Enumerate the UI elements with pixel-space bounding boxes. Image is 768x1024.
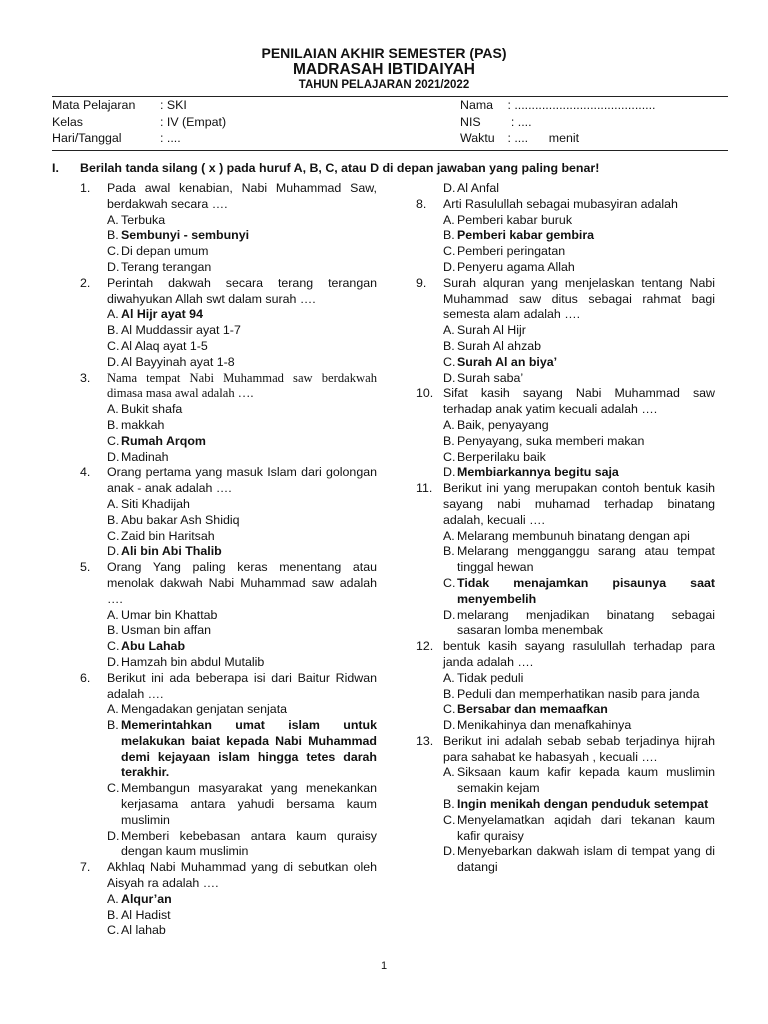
question-number: 12. [416, 639, 434, 654]
info-value: : SKI [160, 98, 187, 112]
option-text: Rumah Arqom [121, 433, 206, 448]
option-letter: C. [443, 702, 456, 717]
option-text: Terbuka [121, 212, 166, 227]
option-letter: C. [107, 338, 120, 353]
answer-option [80, 923, 377, 939]
option-letter: B. [107, 718, 119, 733]
option-text: Menyelamatkan aqidah dari tekanan kaum kafir quraisy [457, 812, 715, 843]
answer-option [416, 355, 715, 371]
option-text: Alqur’an [121, 891, 172, 906]
question-number: 3. [80, 370, 91, 385]
option-text: Zaid bin Haritsah [121, 528, 215, 543]
question-text: Pada awal kenabian, Nabi Muhammad Saw, berdakwah secara …. [107, 181, 377, 211]
option-letter: D. [443, 465, 456, 480]
answer-option [416, 339, 715, 355]
info-row-name [460, 97, 655, 114]
question-number: 1. [80, 181, 91, 195]
answer-option [416, 576, 715, 608]
answer-option [80, 908, 377, 924]
option-text: Usman bin affan [121, 623, 212, 638]
answer-option [416, 765, 715, 797]
option-text: Terang terangan [121, 259, 212, 274]
option-text: Surah Al Hijr [457, 323, 526, 338]
question-text: Berikut ini ada beberapa isi dari Baitur Ridwan adalah …. [107, 670, 377, 701]
question-number: 9. [416, 275, 427, 290]
option-letter: B. [107, 228, 119, 243]
option-letter: A. [443, 670, 455, 685]
option-letter: C. [443, 354, 456, 369]
answer-option [80, 228, 377, 244]
option-letter: B. [107, 512, 119, 527]
answer-option [80, 544, 377, 560]
option-letter: D. [443, 259, 456, 274]
option-letter: A. [107, 307, 119, 322]
option-text: Surah saba’ [457, 370, 524, 385]
option-text: Abu Lahab [121, 639, 186, 654]
option-letter: C. [107, 781, 120, 796]
answer-option [80, 213, 377, 229]
info-label: NIS [460, 114, 481, 129]
answer-option [80, 829, 377, 861]
question-number: 7. [80, 860, 91, 875]
answer-option [80, 339, 377, 355]
answer-option [416, 797, 715, 813]
question-text: Orang pertama yang masuk Islam dari golongan anak - anak adalah …. [107, 465, 377, 496]
option-letter: B. [443, 228, 455, 243]
answer-option [416, 671, 715, 687]
option-letter: B. [443, 797, 455, 812]
option-text: Menikahinya dan menafkahinya [457, 718, 632, 733]
info-value: : .... [160, 131, 181, 145]
question-number: 4. [80, 465, 91, 480]
option-letter: C. [107, 639, 120, 654]
option-text: Hamzah bin abdul Mutalib [121, 654, 265, 669]
option-letter: B. [443, 544, 455, 559]
option-text: Ingin menikah dengan penduduk setempat [457, 797, 709, 812]
answer-option [416, 718, 715, 734]
option-letter: C. [443, 812, 456, 827]
option-text: Siksaan kaum kafir kepada kaum muslimin semakin kejam [457, 765, 715, 796]
answer-option [80, 307, 377, 323]
option-letter: D. [443, 607, 456, 622]
question-item [80, 276, 377, 308]
answer-option [80, 497, 377, 513]
option-letter: B. [443, 433, 455, 448]
option-text: Membiarkannya begitu saja [457, 465, 619, 480]
answer-option [80, 781, 377, 828]
answer-option [416, 687, 715, 703]
option-text: Al lahab [121, 923, 166, 938]
instruction-text: Berilah tanda silang ( x ) pada huruf A, B, C, atau D di depan jawaban yang paling benar! [80, 161, 600, 175]
option-text: Surah Al ahzab [457, 338, 542, 353]
option-letter: A. [443, 323, 455, 338]
answer-option [80, 434, 377, 450]
question-number: 11. [416, 481, 433, 496]
question-number: 13. [416, 733, 434, 748]
option-text: Melarang membunuh binatang dengan api [457, 528, 690, 543]
option-text: Al Bayyinah ayat 1-8 [121, 354, 235, 369]
answer-option [416, 371, 715, 387]
info-divider [52, 150, 728, 151]
option-text: Bukit shafa [121, 402, 183, 417]
info-value: : .... [504, 114, 532, 129]
info-label: Hari/Tanggal [52, 131, 122, 145]
answer-option [416, 544, 715, 576]
question-text: Akhlaq Nabi Muhammad yang di sebutkan oleh Aisyah ra adalah …. [107, 860, 377, 891]
option-text: Memerintahkan umat islam untuk melakukan baiat kepada Nabi Muhammad demi kejayaan islam hingga tetes darah terakhir. [121, 718, 377, 780]
option-text: Berperilaku baik [457, 449, 546, 464]
answer-option [416, 213, 715, 229]
option-text: Siti Khadijah [121, 496, 190, 511]
answer-option [80, 402, 377, 418]
answer-option [80, 260, 377, 276]
answer-option [416, 813, 715, 845]
option-letter: A. [443, 212, 455, 227]
question-number: 6. [80, 670, 91, 685]
question-item [80, 371, 377, 403]
option-text: Penyeru agama Allah [457, 259, 575, 274]
option-text: Tidak peduli [457, 670, 524, 685]
option-text: Melarang mengganggu sarang atau tempat tinggal hewan [457, 544, 715, 575]
option-letter: D. [107, 449, 120, 464]
option-text: Al Hadist [121, 907, 171, 922]
option-letter: C. [443, 244, 456, 259]
option-letter: A. [443, 528, 455, 543]
answer-option [80, 639, 377, 655]
answer-option [416, 418, 715, 434]
option-letter: B. [107, 417, 119, 432]
option-letter: A. [443, 417, 455, 432]
option-text: Memberi kebebasan antara kaum quraisy dengan kaum muslimin [121, 828, 377, 859]
question-text: Orang Yang paling keras menentang atau menolak dakwah Nabi Muhammad saw adalah …. [107, 560, 377, 606]
option-letter: D. [107, 828, 120, 843]
question-item [80, 465, 377, 497]
question-number: 10. [416, 386, 434, 401]
option-text: Pemberi kabar buruk [457, 212, 573, 227]
section-instruction [52, 161, 732, 177]
question-item [416, 386, 715, 418]
answer-option [80, 529, 377, 545]
question-text: Arti Rasulullah sebagai mubasyiran adalah [443, 196, 678, 211]
answer-option [80, 513, 377, 529]
option-text: Baik, penyayang [457, 417, 549, 432]
question-item [416, 734, 715, 766]
option-letter: A. [107, 607, 119, 622]
answer-option [416, 244, 715, 260]
question-text: Perintah dakwah secara terang terangan diwahyukan Allah swt dalam surah …. [107, 275, 377, 306]
answer-option [416, 450, 715, 466]
info-value: : IV (Empat) [160, 114, 227, 129]
option-text: Al Hijr ayat 94 [121, 307, 203, 322]
option-letter: D. [107, 654, 120, 669]
info-label: Mata Pelajaran [52, 98, 136, 112]
info-row-time [460, 130, 655, 147]
answer-option [80, 892, 377, 908]
option-text: Membangun masyarakat yang menekankan kerjasama antara yahudi bersama kaum muslimin [121, 781, 377, 827]
option-letter: C. [107, 528, 120, 543]
info-value: : .... menit [504, 131, 580, 145]
info-label: Kelas [52, 114, 83, 129]
option-text: makkah [121, 417, 165, 432]
answer-option [80, 718, 377, 781]
option-text: Al Anfal [457, 181, 500, 195]
info-value: : ......................................... [504, 98, 656, 112]
option-letter: A. [107, 402, 119, 417]
option-letter: B. [107, 623, 119, 638]
answer-option [80, 418, 377, 434]
info-label: Nama [460, 98, 494, 112]
answer-option [80, 355, 377, 371]
option-letter: B. [443, 686, 455, 701]
option-letter: B. [443, 338, 455, 353]
option-text: Ali bin Abi Thalib [121, 544, 222, 559]
exam-header [0, 45, 768, 92]
answer-option [416, 608, 715, 640]
answer-option [416, 181, 715, 197]
option-letter: B. [107, 323, 119, 338]
question-item [416, 276, 715, 323]
answer-option [416, 323, 715, 339]
question-item [416, 481, 715, 528]
option-letter: A. [443, 765, 455, 780]
option-letter: D. [443, 181, 456, 195]
option-text: Pemberi peringatan [457, 244, 566, 259]
question-text: Berikut ini yang merupakan contoh bentuk kasih sayang nabi muhamad terhadap binatang adalah, kecuali …. [443, 481, 715, 527]
answer-option [80, 702, 377, 718]
question-number: 5. [80, 560, 91, 575]
question-item [80, 860, 377, 892]
option-letter: D. [443, 718, 456, 733]
questions-right-column [416, 181, 715, 876]
option-text: Di depan umum [121, 244, 209, 259]
option-letter: D. [107, 259, 120, 274]
option-letter: B. [107, 907, 119, 922]
student-info-right [460, 97, 655, 147]
answer-option [80, 655, 377, 671]
option-letter: C. [443, 449, 456, 464]
info-row-subject [52, 97, 226, 114]
option-text: Madinah [121, 449, 169, 464]
question-number: 2. [80, 275, 91, 290]
option-text: Umar bin Khattab [121, 607, 218, 622]
answer-option [416, 434, 715, 450]
answer-option [80, 623, 377, 639]
school-name: MADRASAH IBTIDAIYAH [293, 61, 475, 78]
answer-option [416, 260, 715, 276]
question-item [80, 671, 377, 703]
option-text: Tidak menajamkan pisaunya saat menyembelih [457, 575, 715, 606]
option-text: Pemberi kabar gembira [457, 228, 595, 243]
answer-option [416, 529, 715, 545]
question-item [416, 639, 715, 671]
option-text: Bersabar dan memaafkan [457, 702, 608, 717]
option-letter: D. [107, 354, 120, 369]
question-text: Sifat kasih sayang Nabi Muhammad saw terhadap anak yatim kecuali adalah …. [443, 386, 715, 417]
option-letter: A. [107, 496, 119, 511]
option-text: Peduli dan memperhatikan nasib para janda [457, 686, 700, 701]
academic-year: TAHUN PELAJARAN 2021/2022 [298, 79, 470, 91]
question-item [80, 560, 377, 607]
info-label: Waktu [460, 131, 495, 145]
option-letter: D. [443, 844, 456, 859]
option-letter: A. [107, 891, 119, 906]
option-text: Sembunyi - sembunyi [121, 228, 250, 243]
option-text: Surah Al an biya’ [457, 354, 558, 369]
option-letter: C. [107, 244, 120, 259]
option-text: Penyayang, suka memberi makan [457, 433, 645, 448]
answer-option [416, 465, 715, 481]
question-text: Nama tempat Nabi Muhammad saw berdakwah dimasa masa awal adalah …. [107, 370, 377, 401]
question-text: Berikut ini adalah sebab sebab terjadinya hijrah para sahabat ke habasyah , kecuali …. [443, 733, 715, 764]
answer-option [416, 702, 715, 718]
option-letter: D. [107, 544, 120, 559]
answer-option [416, 844, 715, 876]
answer-option [80, 450, 377, 466]
answer-option [80, 244, 377, 260]
section-number: I. [52, 161, 59, 175]
info-row-nis [460, 114, 655, 131]
option-letter: A. [107, 702, 119, 717]
question-number: 8. [416, 196, 427, 211]
option-text: Al Alaq ayat 1-5 [121, 338, 208, 353]
option-letter: C. [107, 433, 120, 448]
question-item [416, 197, 715, 213]
option-letter: C. [107, 923, 120, 938]
student-info-left [52, 97, 226, 147]
option-text: Menyebarkan dakwah islam di tempat yang di datangi [457, 844, 715, 875]
answer-option [80, 323, 377, 339]
exam-title: PENILAIAN AKHIR SEMESTER (PAS) [261, 45, 507, 61]
question-text: Surah alquran yang menjelaskan tentang Nabi Muhammad saw ditus sebagai rahmat bagi semesta alam adalah …. [443, 275, 715, 322]
option-letter: D. [443, 370, 456, 385]
info-row-class [52, 114, 226, 131]
page-number: 1 [380, 960, 388, 972]
questions-left-column [80, 181, 377, 939]
info-row-date [52, 130, 226, 147]
answer-option [80, 608, 377, 624]
option-text: Abu bakar Ash Shidiq [121, 512, 240, 527]
option-text: Mengadakan genjatan senjata [121, 702, 288, 717]
option-text: melarang menjadikan binatang sebagai sasaran lomba menembak [457, 607, 715, 638]
option-text: Al Muddassir ayat 1-7 [121, 323, 241, 338]
question-item [80, 181, 377, 213]
answer-option [416, 228, 715, 244]
question-text: bentuk kasih sayang rasulullah terhadap para janda adalah …. [443, 639, 715, 669]
option-letter: A. [107, 212, 119, 227]
option-letter: C. [443, 575, 456, 590]
